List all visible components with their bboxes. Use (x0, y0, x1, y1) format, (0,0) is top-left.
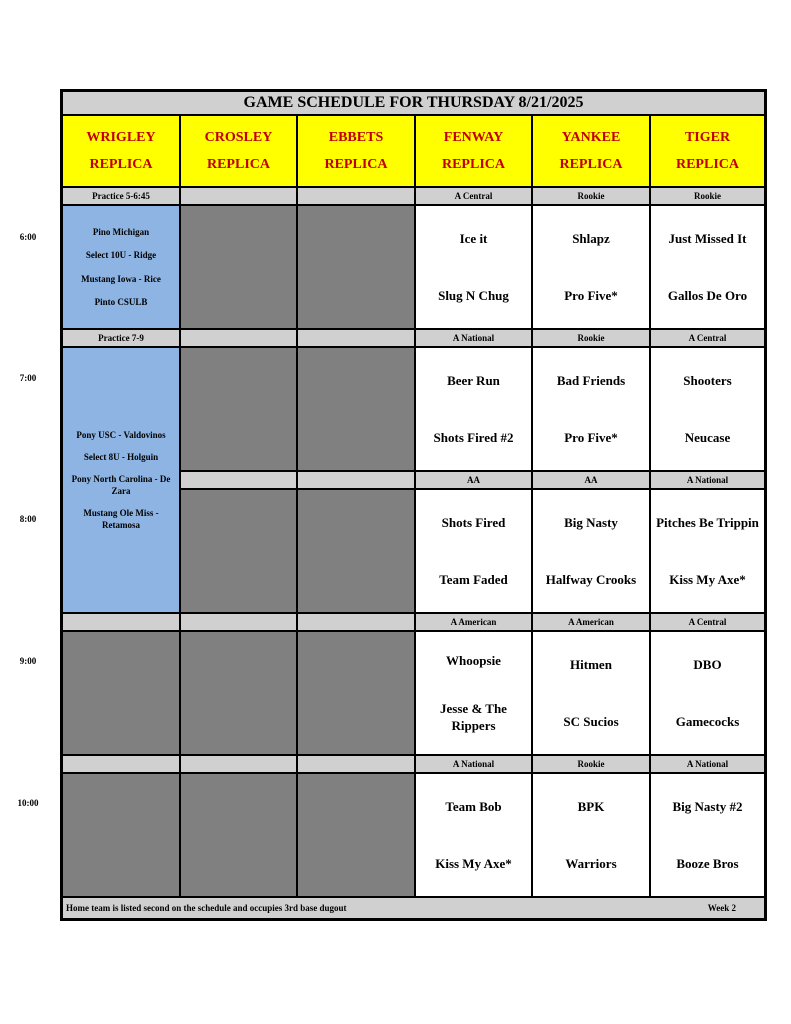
game-cell (650, 347, 765, 471)
game-cell (650, 489, 765, 613)
division-label: A National (650, 471, 765, 489)
field-header: EBBETS REPLICA (297, 115, 415, 187)
home-team: Booze Bros (676, 856, 739, 871)
practice-label: Practice 7-9 (62, 329, 180, 347)
division-label: AA (415, 471, 532, 489)
away-team: Shots Fired (441, 515, 506, 530)
away-team: Pitches Be Trippin (656, 515, 759, 530)
empty-slot (180, 347, 297, 471)
away-team: DBO (693, 657, 722, 672)
footer-bar (62, 897, 765, 919)
practice-team: Pino Michigan (92, 226, 150, 237)
away-team: Just Missed It (668, 231, 747, 246)
week-label: Week 2 (707, 903, 736, 913)
practice-team: Pony USC - Valdovinos (76, 430, 166, 440)
game-cell (532, 631, 650, 755)
game-cell (415, 347, 532, 471)
division-label (180, 187, 297, 205)
division-label: Rookie (532, 755, 650, 773)
empty-slot (180, 205, 297, 329)
division-label: A National (415, 755, 532, 773)
field-header: WRIGLEY REPLICA (62, 115, 180, 187)
away-team: Ice it (459, 231, 488, 246)
page-title: GAME SCHEDULE FOR THURSDAY 8/21/2025 (62, 91, 765, 115)
division-label (297, 471, 415, 489)
division-label: A Central (650, 613, 765, 631)
home-team: Shots Fired #2 (433, 430, 514, 445)
field-header: TIGER REPLICA (650, 115, 765, 187)
home-team: Warriors (565, 856, 617, 871)
home-team: Kiss My Axe* (669, 572, 746, 587)
away-team: Big Nasty #2 (672, 799, 743, 814)
empty-slot (62, 773, 180, 897)
empty-slot (297, 489, 415, 613)
division-label: A Central (650, 329, 765, 347)
division-label (297, 329, 415, 347)
home-team: Kiss My Axe* (435, 856, 512, 871)
division-label: A Central (415, 187, 532, 205)
field-header: YANKEE REPLICA (532, 115, 650, 187)
away-team: BPK (577, 799, 605, 814)
division-label: A National (650, 755, 765, 773)
field-header: FENWAY REPLICA (415, 115, 532, 187)
practice-team: Pinto CSULB (94, 297, 148, 308)
practice-block (62, 347, 180, 613)
game-cell (415, 489, 532, 613)
division-label (62, 613, 180, 631)
time-label: 10:00 (17, 798, 39, 808)
division-label: A American (532, 613, 650, 631)
game-cell (415, 205, 532, 329)
away-team: Big Nasty (564, 515, 618, 530)
division-label (180, 613, 297, 631)
away-team: Beer Run (447, 373, 500, 388)
schedule-table (60, 89, 767, 921)
time-label: 6:00 (19, 232, 37, 242)
game-cell (532, 489, 650, 613)
home-team: Team Faded (439, 572, 508, 587)
division-label (180, 471, 297, 489)
away-team: Hitmen (570, 657, 612, 672)
empty-slot (297, 773, 415, 897)
division-label: A National (415, 329, 532, 347)
game-cell (532, 205, 650, 329)
home-team: Halfway Crooks (545, 572, 637, 587)
game-cell (532, 347, 650, 471)
home-team: Pro Five* (564, 430, 618, 445)
empty-slot (297, 205, 415, 329)
division-label (297, 755, 415, 773)
game-cell (415, 773, 532, 897)
home-team: Slug N Chug (438, 288, 509, 303)
practice-team: Mustang Iowa - Rice (81, 273, 161, 284)
game-cell (415, 631, 532, 755)
away-team: Bad Friends (556, 373, 626, 388)
division-label: Rookie (532, 187, 650, 205)
practice-label: Practice 5-6:45 (62, 187, 180, 205)
game-cell (650, 205, 765, 329)
division-label: Rookie (532, 329, 650, 347)
home-team: SC Sucios (563, 714, 619, 729)
field-header: CROSLEY REPLICA (180, 115, 297, 187)
division-label: AA (532, 471, 650, 489)
away-team: Whoopsie (446, 652, 501, 668)
away-team: Shooters (683, 373, 732, 388)
practice-team: Select 10U - Ridge (85, 250, 157, 261)
empty-slot (297, 631, 415, 755)
division-label (180, 329, 297, 347)
away-team: Shlapz (572, 231, 610, 246)
division-label (180, 755, 297, 773)
practice-team: Pony North Carolina - De Zara (71, 474, 171, 496)
division-label (297, 613, 415, 631)
game-cell (650, 773, 765, 897)
game-cell (532, 773, 650, 897)
division-label: A American (415, 613, 532, 631)
home-team: Gallos De Oro (667, 288, 748, 303)
footer-note: Home team is listed second on the schedule and occupies 3rd base dugout (66, 903, 347, 913)
practice-team: Select 8U - Holguin (83, 452, 159, 462)
division-label (62, 755, 180, 773)
division-label (297, 187, 415, 205)
game-cell (650, 631, 765, 755)
time-label: 7:00 (19, 373, 37, 383)
empty-slot (180, 631, 297, 755)
practice-team: Mustang Ole Miss - Retamosa (83, 508, 159, 530)
home-team: Pro Five* (564, 288, 618, 303)
time-label: 9:00 (19, 656, 37, 666)
empty-slot (180, 489, 297, 613)
home-team: Neucase (684, 430, 731, 445)
division-label: Rookie (650, 187, 765, 205)
empty-slot (62, 631, 180, 755)
away-team: Team Bob (445, 799, 502, 814)
time-label: 8:00 (19, 514, 37, 524)
empty-slot (297, 347, 415, 471)
empty-slot (180, 773, 297, 897)
home-team: Jesse & The Rippers (440, 701, 507, 734)
home-team: Gamecocks (675, 714, 740, 729)
practice-block (62, 205, 180, 329)
